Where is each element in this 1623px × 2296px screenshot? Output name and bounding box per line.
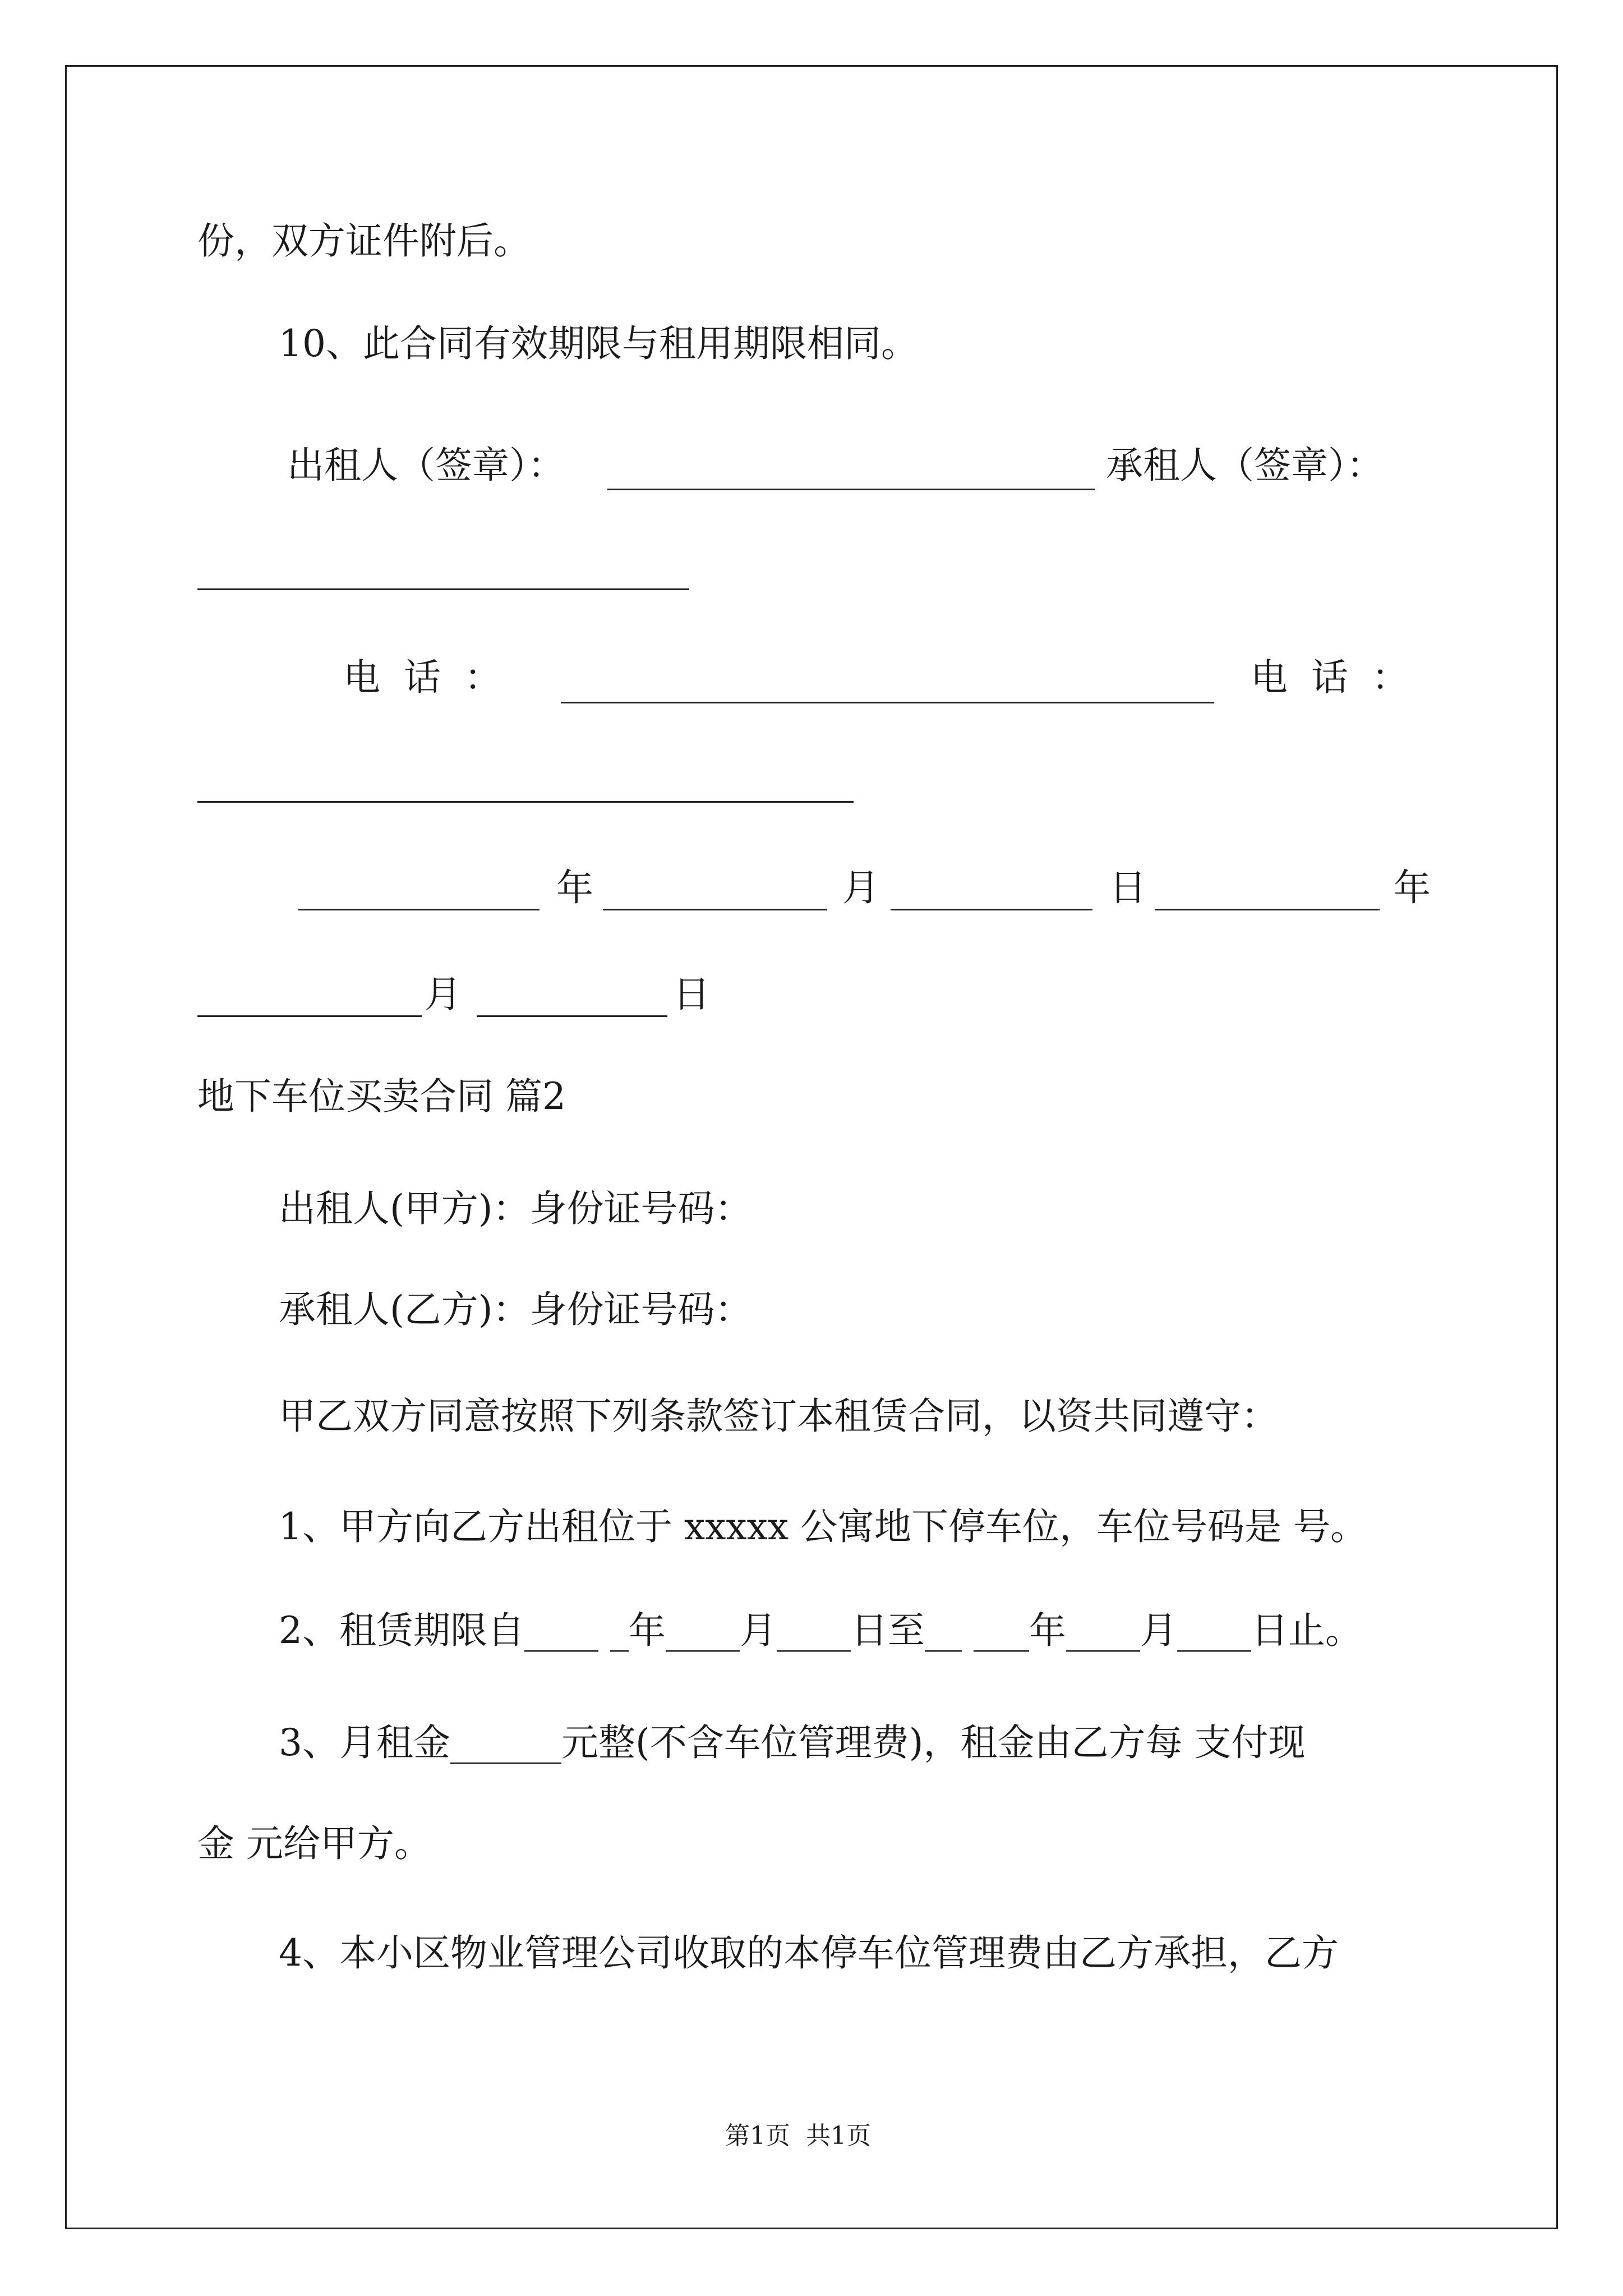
body-line: 3、月租金______元整(不含车位管理费)，租金由乙方每 支付现 xyxy=(279,1721,1306,1764)
lessor-phone-label: 电 话 ： xyxy=(343,656,501,699)
body-line: 出租人(甲方)：身份证号码： xyxy=(279,1187,752,1230)
day-label: 日 xyxy=(1109,866,1146,909)
year-blank-2 xyxy=(1155,909,1380,910)
lessee-signature-label: 承租人（签章）： xyxy=(1106,444,1384,487)
lessee-phone-blank xyxy=(197,801,854,803)
text-line: 份，双方证件附后。 xyxy=(197,219,531,263)
body-line: 金 元给甲方。 xyxy=(197,1822,431,1865)
lessee-signature-blank xyxy=(197,588,689,590)
lessor-phone-blank xyxy=(561,702,1214,703)
page-number: 第1页 共1页 xyxy=(725,2122,871,2150)
body-line: 1、甲方向乙方出租位于 xxxxx 公寓地下停车位，车位号码是 号。 xyxy=(279,1505,1368,1548)
body-line: 2、租赁期限自____ _年____月____日至__ ___年____月____日止。 xyxy=(279,1609,1362,1652)
month-blank xyxy=(603,909,827,910)
text-line: 10、此合同有效期限与租用期限相同。 xyxy=(279,322,918,365)
month-label-2: 月 xyxy=(425,973,462,1016)
year-label: 年 xyxy=(556,866,593,909)
month-blank-2 xyxy=(197,1015,422,1017)
year-label-2: 年 xyxy=(1394,866,1431,909)
page-border xyxy=(65,65,1558,2229)
month-label: 月 xyxy=(842,866,879,909)
lessor-signature-blank xyxy=(607,489,1095,490)
day-blank-2 xyxy=(477,1015,667,1017)
body-line: 承租人(乙方)：身份证号码： xyxy=(279,1288,752,1331)
body-line: 甲乙双方同意按照下列条款签订本租赁合同，以资共同遵守： xyxy=(279,1395,1278,1438)
lessor-signature-label: 出租人（签章）： xyxy=(287,444,565,487)
day-label-2: 日 xyxy=(673,973,710,1016)
section-title: 地下车位买卖合同 篇2 xyxy=(197,1075,566,1118)
lessee-phone-label: 电 话 ： xyxy=(1251,656,1409,699)
day-blank xyxy=(891,909,1092,910)
year-blank xyxy=(298,909,540,910)
body-line: 4、本小区物业管理公司收取的本停车位管理费由乙方承担，乙方 xyxy=(279,1931,1339,1975)
